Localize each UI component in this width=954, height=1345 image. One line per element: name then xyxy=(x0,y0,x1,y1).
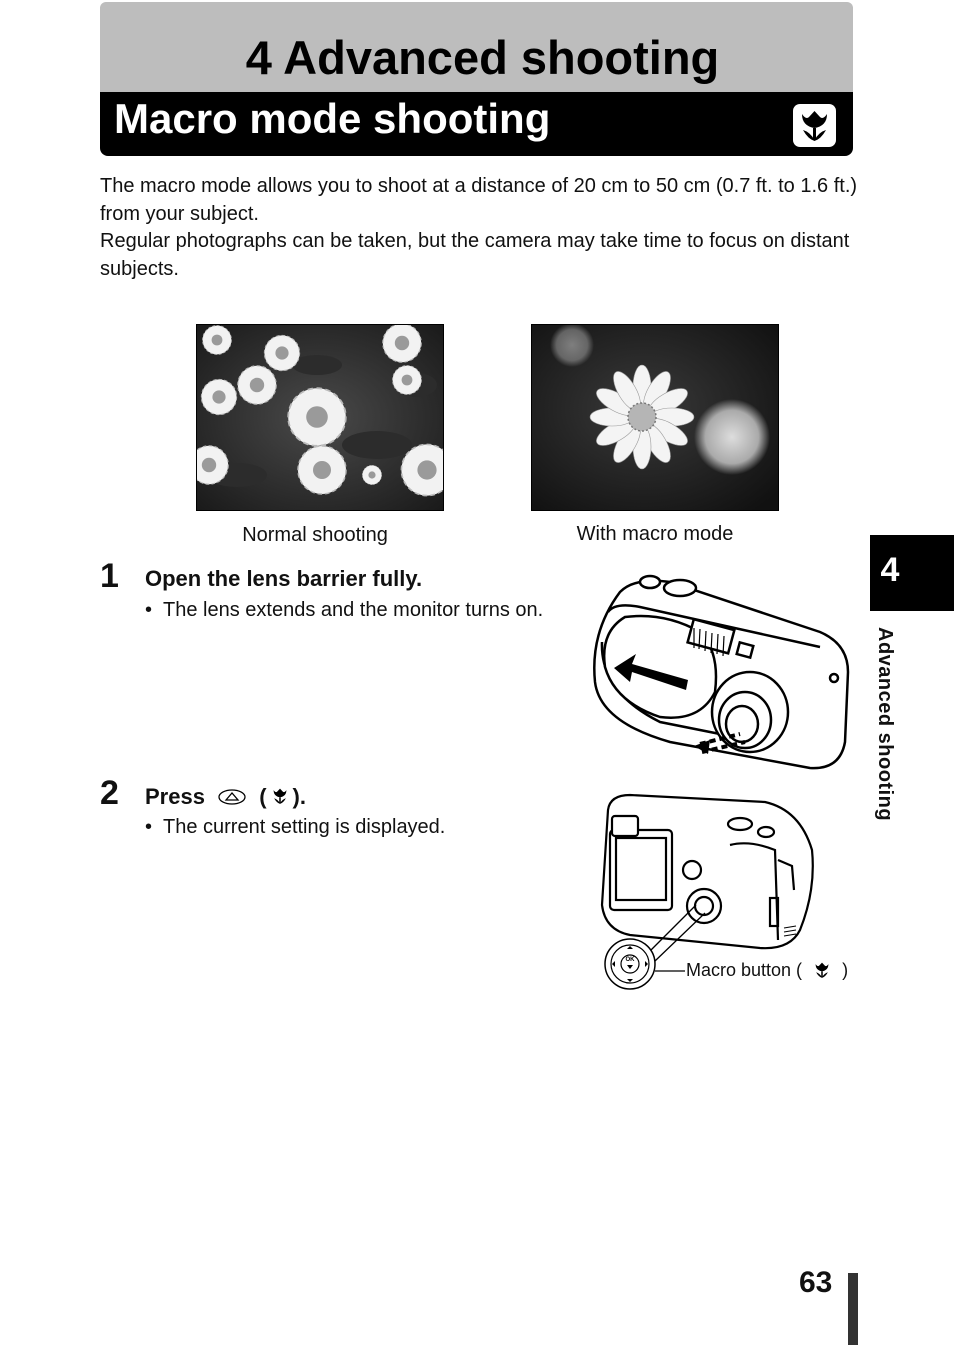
ok-label: OK xyxy=(625,957,635,963)
macro-button-label-suffix: ) xyxy=(842,960,849,980)
arrow-pad-down-icon xyxy=(217,788,247,806)
callout-leader-line xyxy=(655,962,687,980)
step-2-title-close: ). xyxy=(292,784,306,809)
step-1-number: 1 xyxy=(100,557,119,595)
step-2-bullet-text: The current setting is displayed. xyxy=(163,816,446,838)
page-number: 63 xyxy=(799,1266,833,1299)
step-2-title-prefix: Press xyxy=(145,784,205,809)
step-1-bullet: • The lens extends and the monitor turns on. xyxy=(145,597,565,624)
chapter-side-label: Advanced shooting xyxy=(874,627,896,822)
macro-tulip-icon xyxy=(793,104,836,147)
normal-shooting-photo xyxy=(196,324,444,511)
step-1-bullet-text: The lens extends and the monitor turns on. xyxy=(163,599,544,621)
step-1-title: Open the lens barrier fully. xyxy=(145,566,423,591)
macro-mode-caption: With macro mode xyxy=(576,523,734,545)
chapter-side-tab-number: 4 xyxy=(880,551,900,589)
step-2-number: 2 xyxy=(100,774,119,812)
step-2-bullet: • The current setting is displayed. xyxy=(145,814,565,841)
macro-mode-photo xyxy=(531,324,779,511)
intro-paragraph-2: Regular photographs can be taken, but the camera may take time to focus on distant subjects. xyxy=(100,230,850,280)
arrow-pad-zoom xyxy=(603,937,657,996)
macro-tulip-icon xyxy=(811,959,833,981)
macro-button-label-prefix: Macro button ( xyxy=(686,960,803,980)
normal-shooting-caption: Normal shooting xyxy=(242,524,388,546)
section-title: Macro mode shooting xyxy=(114,95,551,142)
chapter-title: 4 Advanced shooting xyxy=(245,31,720,84)
intro-paragraph-1: The macro mode allows you to shoot at a distance of 20 cm to 50 cm (0.7 ft. to 1.6 ft.) from your subject. xyxy=(100,175,858,225)
macro-tulip-icon xyxy=(269,784,291,808)
macro-button-label xyxy=(686,958,848,982)
page-edge-bar xyxy=(848,1273,858,1345)
step-2-title xyxy=(145,783,306,811)
step-2-title-open: ( xyxy=(259,784,267,809)
camera-front-illustration xyxy=(590,572,852,779)
